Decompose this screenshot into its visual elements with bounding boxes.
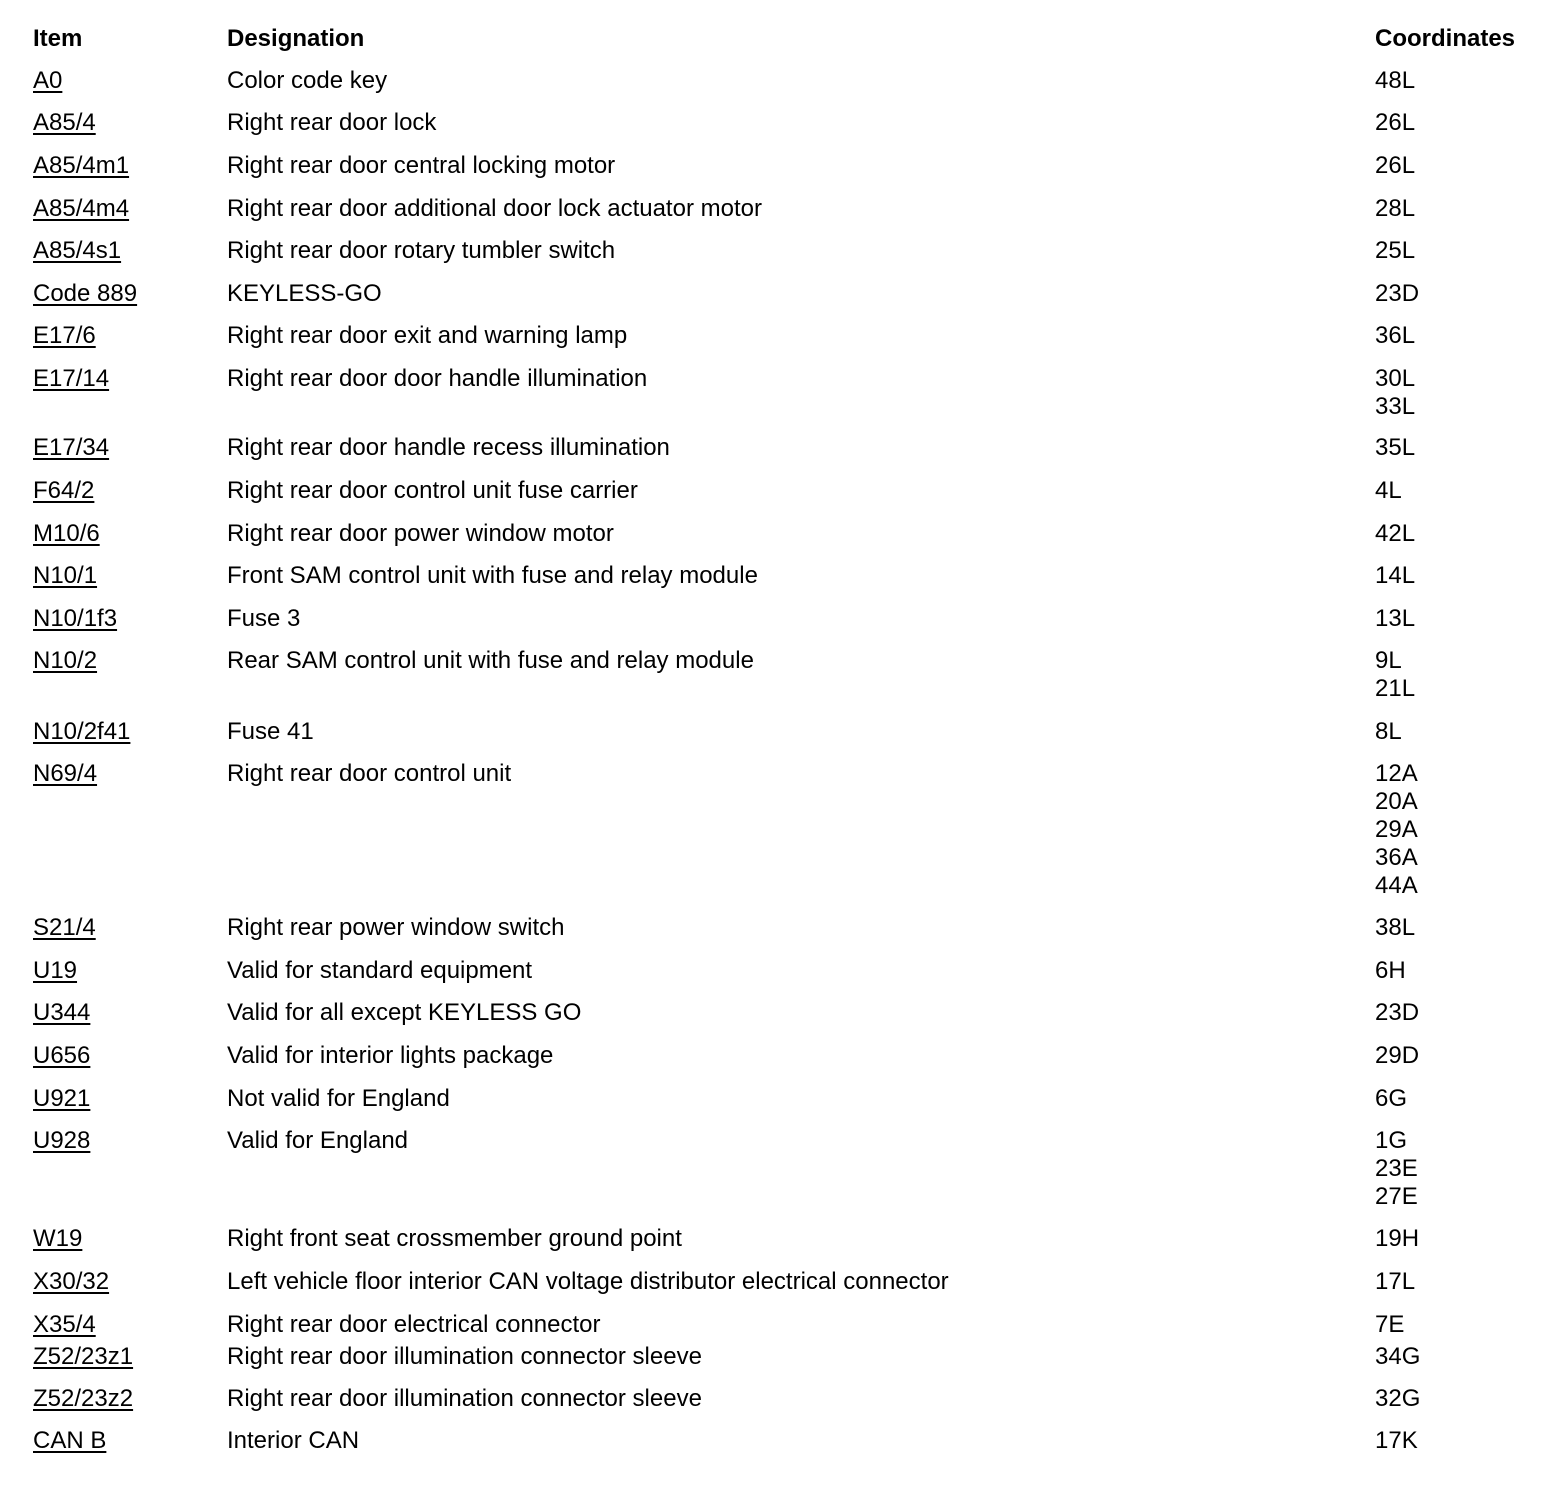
designation-text: Right rear door central locking motor xyxy=(227,152,616,179)
header-designation: Designation xyxy=(227,25,365,52)
designation-text: Right rear door door handle illumination xyxy=(227,365,648,392)
designation-text: Right rear door handle recess illumination xyxy=(227,434,670,461)
designation-text: Right rear door rotary tumbler switch xyxy=(227,237,616,264)
designation-text: KEYLESS-GO xyxy=(227,280,382,307)
header-coordinates: Coordinates xyxy=(1375,25,1516,52)
item-link[interactable]: N10/2 xyxy=(33,647,98,674)
item-link[interactable]: F64/2 xyxy=(33,477,95,504)
coordinate-value: 21L xyxy=(1375,675,1416,702)
item-link[interactable]: E17/14 xyxy=(33,365,110,392)
coordinate-value: 6H xyxy=(1375,957,1406,984)
designation-text: Valid for England xyxy=(227,1127,409,1154)
coordinate-value: 25L xyxy=(1375,237,1416,264)
coordinate-value: 14L xyxy=(1375,562,1416,589)
coordinate-value: 48L xyxy=(1375,67,1416,94)
coordinate-value: 12A xyxy=(1375,760,1418,787)
coordinate-value: 35L xyxy=(1375,434,1416,461)
coordinate-value: 33L xyxy=(1375,393,1416,420)
coordinate-value: 36L xyxy=(1375,322,1416,349)
coordinate-value: 1G xyxy=(1375,1127,1408,1154)
coordinate-value: 23D xyxy=(1375,280,1420,307)
item-link[interactable]: X30/32 xyxy=(33,1268,110,1295)
item-link[interactable]: U656 xyxy=(33,1042,91,1069)
designation-text: Valid for all except KEYLESS GO xyxy=(227,999,582,1026)
designation-text: Right rear power window switch xyxy=(227,914,565,941)
coordinate-value: 29A xyxy=(1375,816,1418,843)
item-link[interactable]: X35/4 xyxy=(33,1311,96,1338)
item-link[interactable]: M10/6 xyxy=(33,520,100,547)
coordinate-value: 23E xyxy=(1375,1155,1418,1182)
designation-text: Color code key xyxy=(227,67,388,94)
coordinate-value: 28L xyxy=(1375,195,1416,222)
designation-text: Left vehicle floor interior CAN voltage distributor electrical connector xyxy=(227,1268,949,1295)
coordinate-value: 19H xyxy=(1375,1225,1420,1252)
designation-text: Right rear door power window motor xyxy=(227,520,614,547)
item-link[interactable]: Code 889 xyxy=(33,280,138,307)
coordinate-value: 26L xyxy=(1375,152,1416,179)
item-link[interactable]: A0 xyxy=(33,67,63,94)
coordinate-value: 44A xyxy=(1375,872,1418,899)
coordinate-value: 9L xyxy=(1375,647,1402,674)
coordinate-value: 17K xyxy=(1375,1427,1418,1454)
designation-text: Not valid for England xyxy=(227,1085,450,1112)
designation-text: Right rear door control unit fuse carrier xyxy=(227,477,638,504)
item-link[interactable]: CAN B xyxy=(33,1427,107,1454)
coordinate-value: 32G xyxy=(1375,1385,1421,1412)
designation-text: Fuse 3 xyxy=(227,605,301,632)
designation-text: Right rear door control unit xyxy=(227,760,512,787)
coordinate-value: 20A xyxy=(1375,788,1418,815)
item-link[interactable]: U344 xyxy=(33,999,91,1026)
designation-text: Right rear door exit and warning lamp xyxy=(227,322,628,349)
item-link[interactable]: E17/6 xyxy=(33,322,96,349)
designation-text: Right rear door lock xyxy=(227,109,437,136)
item-link[interactable]: N10/1f3 xyxy=(33,605,118,632)
coordinate-value: 27E xyxy=(1375,1183,1418,1210)
designation-text: Interior CAN xyxy=(227,1427,360,1454)
item-link[interactable]: A85/4 xyxy=(33,109,96,136)
designation-text: Right front seat crossmember ground point xyxy=(227,1225,682,1252)
coordinate-value: 17L xyxy=(1375,1268,1416,1295)
designation-text: Right rear door illumination connector sleeve xyxy=(227,1385,702,1412)
item-link[interactable]: A85/4m4 xyxy=(33,195,130,222)
coordinate-value: 30L xyxy=(1375,365,1416,392)
item-link[interactable]: Z52/23z1 xyxy=(33,1343,134,1370)
item-link[interactable]: N10/2f41 xyxy=(33,718,131,745)
coordinate-value: 7E xyxy=(1375,1311,1405,1338)
designation-text: Rear SAM control unit with fuse and relay module xyxy=(227,647,754,674)
item-link[interactable]: N10/1 xyxy=(33,562,98,589)
item-link[interactable]: U921 xyxy=(33,1085,91,1112)
designation-text: Right rear door illumination connector sleeve xyxy=(227,1343,702,1370)
coordinate-value: 29D xyxy=(1375,1042,1420,1069)
designation-text: Front SAM control unit with fuse and relay module xyxy=(227,562,758,589)
item-link[interactable]: U19 xyxy=(33,957,78,984)
designation-text: Fuse 41 xyxy=(227,718,314,745)
item-link[interactable]: S21/4 xyxy=(33,914,96,941)
coordinate-value: 23D xyxy=(1375,999,1420,1026)
coordinate-value: 36A xyxy=(1375,844,1418,871)
designation-text: Valid for interior lights package xyxy=(227,1042,554,1069)
designation-text: Valid for standard equipment xyxy=(227,957,533,984)
item-link[interactable]: A85/4s1 xyxy=(33,237,122,264)
designation-text: Right rear door additional door lock actuator motor xyxy=(227,195,762,222)
coordinate-value: 6G xyxy=(1375,1085,1408,1112)
item-link[interactable]: A85/4m1 xyxy=(33,152,130,179)
coordinate-value: 13L xyxy=(1375,605,1416,632)
header-item: Item xyxy=(33,25,83,52)
designation-text: Right rear door electrical connector xyxy=(227,1311,601,1338)
item-link[interactable]: Z52/23z2 xyxy=(33,1385,134,1412)
item-link[interactable]: N69/4 xyxy=(33,760,98,787)
coordinate-value: 34G xyxy=(1375,1343,1421,1370)
item-link[interactable]: W19 xyxy=(33,1225,83,1252)
coordinate-value: 4L xyxy=(1375,477,1402,504)
coordinate-value: 26L xyxy=(1375,109,1416,136)
coordinate-value: 42L xyxy=(1375,520,1416,547)
coordinate-value: 8L xyxy=(1375,718,1402,745)
item-link[interactable]: E17/34 xyxy=(33,434,110,461)
coordinate-value: 38L xyxy=(1375,914,1416,941)
item-link[interactable]: U928 xyxy=(33,1127,91,1154)
